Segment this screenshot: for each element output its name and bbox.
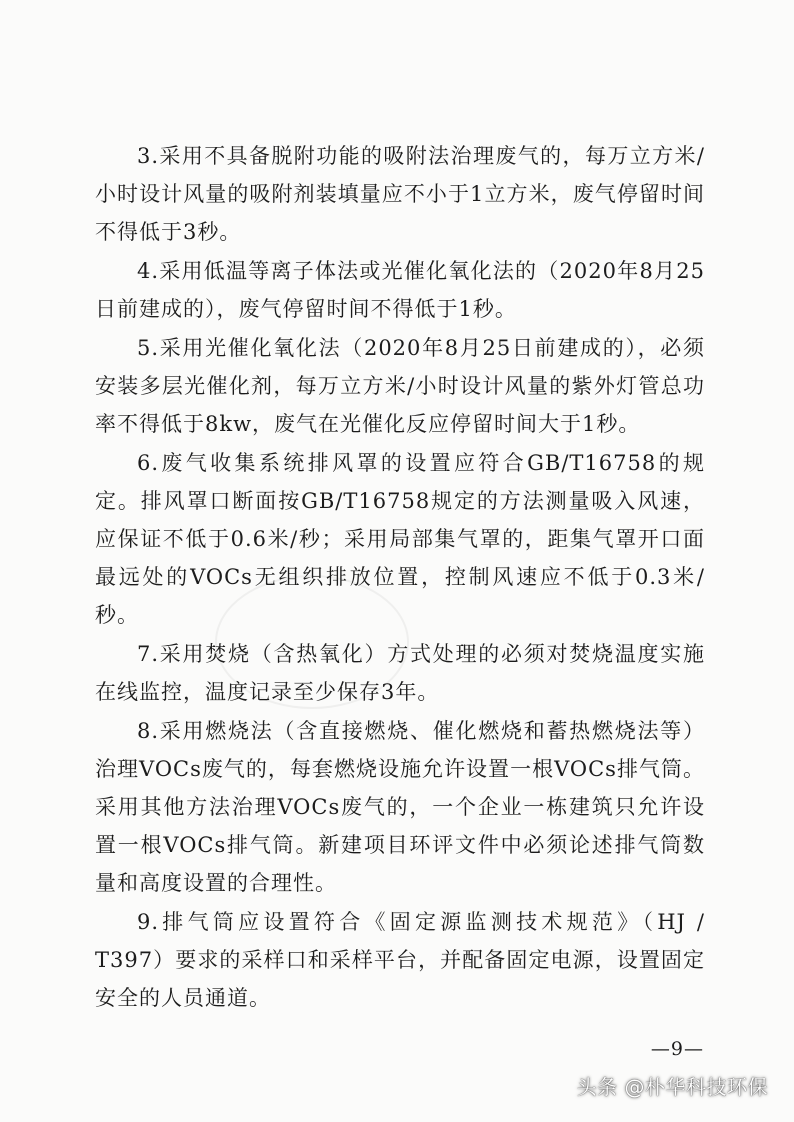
paragraph-item-4: 4.采用低温等离子体法或光催化氧化法的（2020年8月25日前建成的），废气停留时间不得低于1秒。 — [95, 259, 705, 321]
paragraph-item-8: 8.采用燃烧法（含直接燃烧、催化燃烧和蓄热燃烧法等）治理VOCs废气的，每套燃烧设施允许设置一根VOCs排气筒。采用其他方法治理VOCs废气的，一个企业一栋建筑只允许设置一根VOCs排气筒。新建项目环评文件中必须论述排气筒数量和高度设置的合理性。 — [95, 719, 705, 895]
paragraph-item-3: 3.采用不具备脱附功能的吸附法治理废气的，每万立方米/小时设计风量的吸附剂装填量应不小于1立方米，废气停留时间不得低于3秒。 — [95, 144, 705, 244]
document-body — [95, 137, 705, 1018]
paragraph-item-6: 6.废气收集系统排风罩的设置应符合GB/T16758的规定。排风罩口断面按GB/T16758规定的方法测量吸入风速，应保证不低于0.6米/秒；采用局部集气罩的，距集气罩开口面最远处的VOCs无组织排放位置，控制风速应不低于0.3米/秒。 — [95, 451, 705, 627]
source-watermark: 头条 @朴华科技环保 — [576, 1075, 768, 1099]
page-number: —9— — [650, 1038, 704, 1060]
paragraph-item-9: 9.排气筒应设置符合《固定源监测技术规范》（HJ / T397）要求的采样口和采样平台，并配备固定电源，设置固定安全的人员通道。 — [95, 910, 705, 1010]
paragraph-item-5: 5.采用光催化氧化法（2020年8月25日前建成的），必须安装多层光催化剂，每万立方米/小时设计风量的紫外灯管总功率不得低于8kw，废气在光催化反应停留时间大于1秒。 — [95, 336, 705, 436]
paragraph-item-7: 7.采用焚烧（含热氧化）方式处理的必须对焚烧温度实施在线监控，温度记录至少保存3年。 — [95, 642, 705, 704]
